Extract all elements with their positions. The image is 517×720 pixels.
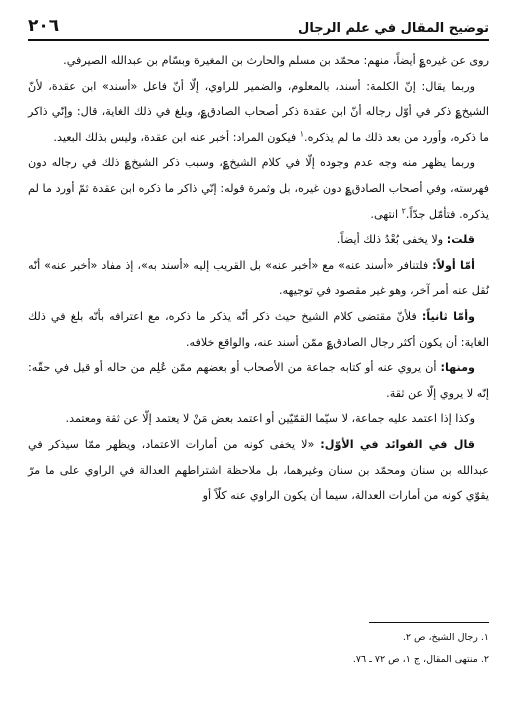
paragraph-lead: ومنها:	[440, 361, 475, 375]
paragraph-text: فلتنافر «أسند عنه» مع «أخبر عنه» بل القريب إليه «أسند به»، إذ مفاد «أخبر عنه» أنّه نُقل عنه أمر آخر، وهو غير مقصود في توجيهه.	[28, 258, 489, 298]
footnote-number: ٢	[483, 654, 489, 665]
paragraph-text: «لا يخفى كونه من أمارات الاعتماد، ويظهر ممّا سيذكر في عبدالله بن سنان ومحمّد بن سنان وغيرهما، بل ملاحظة اشتراطهم العدالة في الراوي على ما مرّ يقوّي كونه من أمارات العدالة، سيما أن يكون الراوي عنه كلّاً أو	[28, 437, 489, 503]
paragraph-lead: قال في الفوائد في الأوّل:	[320, 437, 475, 451]
page-body	[28, 48, 489, 509]
footnotes	[28, 627, 489, 671]
paragraph-tail: انتهى.	[370, 207, 402, 221]
paragraph-p6	[28, 304, 489, 355]
paragraph-p7	[28, 355, 489, 406]
paragraph-text: روى عن غيره؏ أيضاً، منهم: محمّد بن مسلم والحارث بن المغيرة وبسّام بن عبدالله الصيرفي.	[63, 54, 489, 67]
paragraph-lead: وأمّا ثانياً:	[421, 309, 475, 323]
paragraph-text: ولا يخفى بُعْدُ ذلك أيضاً.	[336, 233, 447, 247]
footnote-ref-1[interactable]: ١	[299, 129, 305, 139]
paragraph-p5	[28, 253, 489, 304]
page-header	[28, 12, 489, 41]
footnote-1: ١. رجال الشيخ، ص ٢.	[402, 632, 489, 643]
paragraph-text: وكذا إذا اعتمد عليه جماعة، لا سيّما القمّيّين أو اعتمد بعض مَنْ لا يعتمد إلّا عن ثقة ومعتمد.	[65, 412, 475, 426]
paragraph-text: وربما يظهر منه وجه عدم وجوده إلّا في كلام الشيخ؏، وسبب ذكر الشيخ؏ ذلك في رجاله دون فهرسته، وفي أصحاب الصادق؏ دون غيره، بل وثمرة قوله: إنّي ذاكر ما ذكره ابن عقدة ثمّ أورد ما لم يذكره. فتأمّل جدّاً.	[28, 156, 489, 221]
footnote-ref-2[interactable]: ٢	[401, 205, 406, 215]
running-title: توضيح المقال في علم الرجال	[298, 21, 489, 36]
footnote-divider	[369, 622, 489, 623]
paragraph-p4	[28, 227, 489, 253]
footnote-text: منتهى المقال، ج ١، ص ٧٢ ـ ٧٦.	[352, 654, 478, 665]
footnote-number: ١	[483, 632, 489, 643]
footnote-text: رجال الشيخ، ص ٢.	[402, 632, 478, 643]
paragraph-p3	[28, 150, 489, 227]
paragraph-text: فلأنّ مقتضى كلام الشيخ حيث ذكر أنّه يذكر ما ذكره، مع اعترافه بأنّه بلغ في ذلك الغاية: أن يكون أكثر رجال الصادق؏ ممّن أسند عنه، والواقع خلافه.	[28, 309, 489, 349]
paragraph-lead: قلت:	[446, 233, 475, 247]
paragraph-p2	[28, 74, 489, 151]
paragraph-p1	[28, 48, 489, 74]
paragraph-text: وربما يقال: إنّ الكلمة: أسند، بالمعلوم، والضمير للراوي، إلّا أنّ فاعل «أسند» ابن عقدة، لأنّ الشيخ؏ ذكر في أوّل رجاله أنّ ابن عقدة ذكر أصحاب الصادق؏، وبلغ في ذلك الغاية، قال: وإنّي ذاكر ما ذكره، وأورد من بعد ذلك ما لم يذكره.	[28, 79, 489, 144]
paragraph-tail: فيكون المراد: أخبر عنه ابن عقدة، وليس بذلك البعيد.	[53, 130, 300, 144]
footnote-2: ٢. منتهى المقال، ج ١، ص ٧٢ ـ ٧٦.	[352, 654, 489, 665]
paragraph-text: أن يروي عنه أو كتابه جماعة من الأصحاب أو بعضهم ممّن عُلِم من حاله أو قيل في حقّه: إنّه لا يروي إلّا عن ثقة.	[28, 361, 489, 400]
paragraph-lead: أمّا أولاً:	[432, 258, 476, 272]
paragraph-p8	[28, 406, 489, 432]
paragraph-p9	[28, 432, 489, 509]
page-number: ٢٠٦	[28, 16, 60, 36]
